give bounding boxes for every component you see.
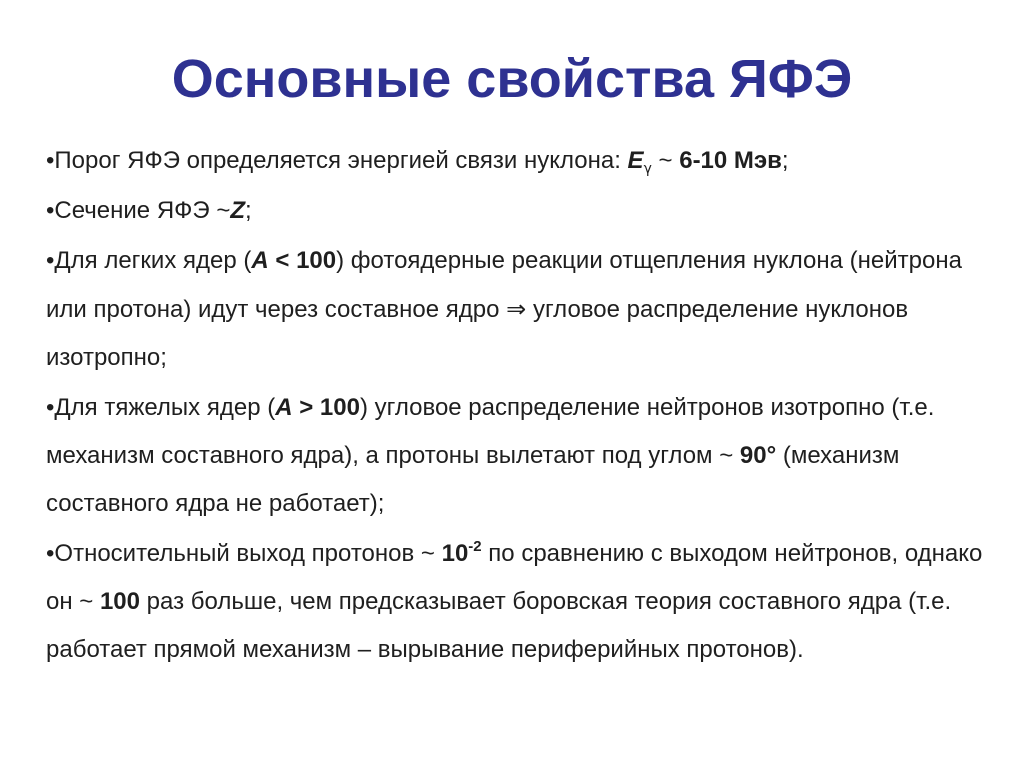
bullet-mark: •: [46, 540, 55, 567]
bullet-text: (механизм составного ядра не работает);: [46, 442, 900, 517]
bullet-text: ) угловое распределение нейтронов изотропно (т.е. механизм составного ядра), а протоны вылетают под углом ~: [46, 394, 935, 469]
bullet-mark: •: [46, 247, 55, 274]
bullet-text: угловое распределение нуклонов изотропно;: [46, 296, 909, 371]
yield-base: 10: [441, 540, 469, 567]
yield-exponent: -2: [468, 538, 482, 555]
bullet-light-nuclei: [46, 237, 996, 382]
a-symbol: A: [275, 394, 293, 421]
bullet-text: ~: [651, 147, 680, 174]
bullet-text: Для тяжелых ядер (: [54, 394, 276, 421]
yield-factor: 100: [99, 588, 140, 615]
a-symbol: A: [251, 247, 269, 274]
bullet-text: Сечение ЯФЭ ~: [54, 197, 231, 224]
bullet-text: ;: [245, 197, 252, 224]
bullet-text: Относительный выход протонов ~: [54, 540, 442, 567]
energy-value: 6-10 Мэв: [679, 147, 782, 174]
bullet-proton-yield: [46, 530, 996, 674]
energy-symbol: E: [627, 147, 644, 174]
angle-value: 90°: [739, 442, 777, 469]
bullet-mark: •: [46, 197, 55, 224]
bullet-text: по сравнению с выходом нейтронов, однако он ~: [46, 540, 983, 615]
gamma-subscript: γ: [643, 161, 652, 177]
mass-condition: < 100: [268, 247, 337, 274]
bullet-threshold: [46, 137, 996, 185]
bullet-mark: •: [46, 147, 55, 174]
mass-condition: > 100: [292, 394, 360, 421]
bullet-cross-section: [46, 187, 996, 235]
implies-arrow-icon: ⇒: [506, 295, 527, 323]
bullet-text: раз больше, чем предсказывает боровская теория составного ядра (т.е. работает прямой механизм – вырывание периферийных протонов).: [46, 588, 952, 663]
bullet-list: [46, 137, 996, 676]
bullet-text: Для легких ядер (: [54, 247, 252, 274]
bullet-text: ;: [781, 147, 789, 174]
bullet-mark: •: [46, 394, 55, 421]
bullet-text: Порог ЯФЭ определяется энергией связи нуклона:: [54, 147, 628, 174]
bullet-heavy-nuclei: [46, 384, 996, 528]
z-symbol: Z: [230, 197, 245, 224]
bullet-text: ) фотоядерные реакции отщепления нуклона (нейтрона или протона) идут через составное ядро: [46, 247, 962, 323]
slide-title: Основные свойства ЯФЭ: [171, 49, 853, 109]
